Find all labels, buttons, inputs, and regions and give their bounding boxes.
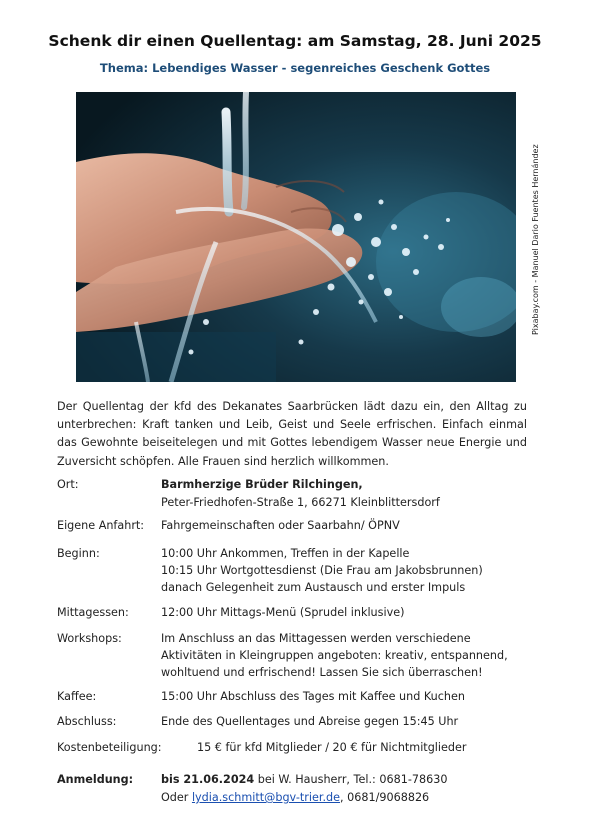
detail-label: Eigene Anfahrt: (57, 519, 145, 532)
deadline: bis 21.06.2024 (161, 773, 255, 786)
workshop-line: wohltuend und erfrischend! Lassen Sie sich überraschen! (161, 666, 483, 679)
anmeldung-line-2 (161, 789, 429, 806)
detail-label: Kostenbeteiligung: (57, 741, 162, 754)
page-title: Schenk dir einen Quellentag: am Samstag, 28. Juni 2025 (48, 32, 542, 50)
detail-value: 15 € für kfd Mitglieder / 20 € für Nichtmitglieder (197, 741, 467, 754)
schedule-line: 10:00 Uhr Ankommen, Treffen in der Kapelle (161, 547, 410, 560)
detail-value: 12:00 Uhr Mittags-Menü (Sprudel inklusive) (161, 606, 405, 619)
detail-label: Kaffee: (57, 690, 97, 703)
venue-address: Peter-Friedhofen-Straße 1, 66271 Kleinblittersdorf (161, 496, 440, 509)
detail-value: Fahrgemeinschaften oder Saarbahn/ ÖPNV (161, 519, 400, 532)
detail-label: Ort: (57, 478, 79, 491)
detail-value: 15:00 Uhr Abschluss des Tages mit Kaffee und Kuchen (161, 690, 465, 703)
photo-credit: Pixabay.com - Manuel Dario Fuentes Hernández (531, 144, 540, 335)
workshop-line: Aktivitäten in Kleingruppen angeboten: kreativ, entspannend, (161, 649, 508, 662)
detail-label: Beginn: (57, 547, 100, 560)
intro-paragraph: Der Quellentag der kfd des Dekanates Saarbrücken lädt dazu ein, den Alltag zu unterbrechen: Kraft tanken und Leib, Geist und Seele erfrischen. Einfach einmal das Gewohnte beiseitelegen und mit Gottes lebendigem Wasser neue Energie und Zuversicht schöpfen. Alle Frauen sind herzlich willkommen. (57, 400, 527, 468)
venue-name: Barmherzige Brüder Rilchingen, (161, 478, 363, 491)
water-hands-photo (76, 92, 516, 382)
or-text: Oder (161, 791, 192, 804)
detail-value: Ende des Quellentages und Abreise gegen 15:45 Uhr (161, 715, 459, 728)
email-link[interactable]: lydia.schmitt@bgv-trier.de (191, 791, 340, 804)
detail-label: Workshops: (57, 632, 122, 645)
page-subtitle: Thema: Lebendiges Wasser - segenreiches Geschenk Gottes (99, 61, 491, 75)
contact-phone-2: , 0681/9068826 (340, 791, 430, 804)
detail-label: Mittagessen: (57, 606, 129, 619)
schedule-line: 10:15 Uhr Wortgottesdienst (Die Frau am Jakobsbrunnen) (161, 564, 483, 577)
contact-phone: bei W. Hausherr, Tel.: 0681-78630 (254, 773, 448, 786)
detail-label: Abschluss: (57, 715, 117, 728)
anmeldung-label: Anmeldung: (57, 773, 134, 786)
workshop-line: Im Anschluss an das Mittagessen werden verschiedene (161, 632, 471, 645)
schedule-line: danach Gelegenheit zum Austausch und erster Impuls (161, 581, 466, 594)
anmeldung-line-1 (161, 771, 447, 788)
